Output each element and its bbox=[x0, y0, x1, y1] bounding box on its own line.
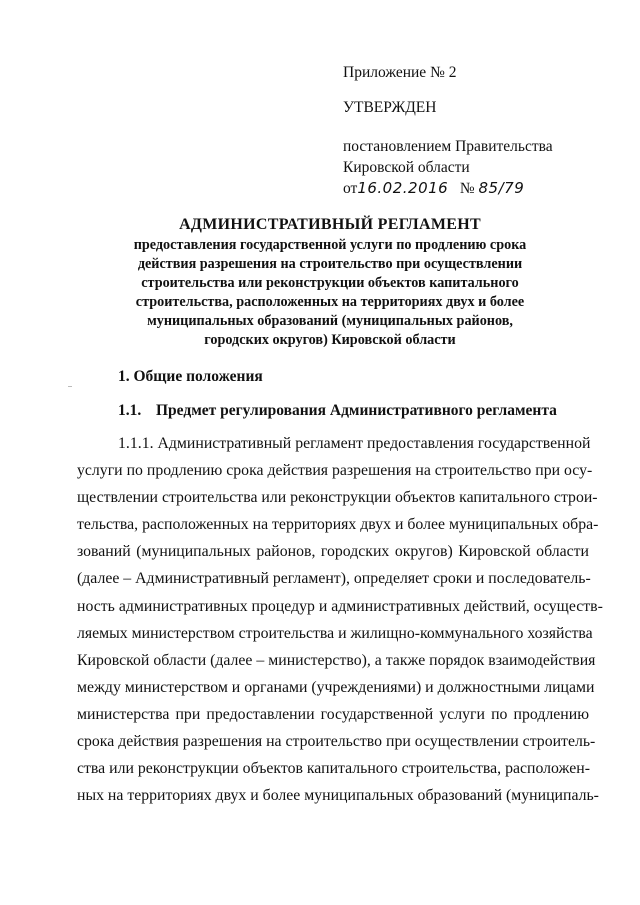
body-line: министерства при предоставлении государственной услуги по продлению bbox=[77, 705, 589, 723]
body-line: услуги по продлению срока действия разрешения на строительство при осу- bbox=[77, 462, 593, 480]
section-heading-1-1 bbox=[118, 402, 557, 420]
scan-mark bbox=[68, 386, 72, 387]
body-line: зований (муниципальных районов, городских округов) Кировской области bbox=[77, 543, 589, 561]
body-line: (далее – Административный регламент), определяет сроки и последователь- bbox=[77, 570, 591, 588]
title-line: муниципальных образований (муниципальных районов, bbox=[147, 313, 513, 329]
body-line: между министерством и органами (учреждениями) и должностными лицами bbox=[77, 678, 595, 696]
decree-line-1: постановлением Правительства bbox=[343, 138, 553, 155]
body-paragraph bbox=[77, 430, 603, 809]
decree-date-line bbox=[343, 178, 603, 199]
decree-line-2: Кировской области bbox=[343, 159, 470, 176]
title-line: действия разрешения на строительство при осуществлении bbox=[137, 256, 523, 272]
title-main: АДМИНИСТРАТИВНЫЙ РЕГЛАМЕНТ bbox=[179, 216, 481, 233]
section-title: Предмет регулирования Административного регламента bbox=[156, 402, 557, 419]
title-line: городских округов) Кировской области bbox=[204, 332, 456, 348]
body-line: ляемых министерством строительства и жилищно-коммунального хозяйства bbox=[77, 624, 593, 642]
body-line: срока действия разрешения на строительство при осуществлении строитель- bbox=[77, 733, 596, 751]
number-prefix: № bbox=[459, 180, 475, 197]
body-line: ществлении строительства или реконструкции объектов капитального строи- bbox=[77, 489, 598, 507]
date-prefix: от bbox=[343, 180, 358, 197]
appendix-number: Приложение № 2 bbox=[343, 64, 457, 81]
body-line: ства или реконструкции объектов капитального строительства, расположен- bbox=[77, 760, 590, 778]
body-line: Кировской области (далее – министерство), а также порядок взаимодействия bbox=[77, 651, 596, 669]
body-line: 1.1.1. Административный регламент предоставления государственной bbox=[118, 435, 591, 452]
document-title bbox=[100, 214, 560, 350]
appendix-block bbox=[343, 62, 603, 199]
approved-label: УТВЕРЖДЕН bbox=[343, 99, 437, 116]
title-line: строительства, расположенных на территориях двух и более bbox=[135, 294, 525, 310]
title-line: предоставления государственной услуги по продлению срока bbox=[133, 237, 527, 253]
body-line: ных на территориях двух и более муниципальных образований (муниципаль- bbox=[77, 787, 599, 805]
handwritten-date: 16.02.2016 bbox=[357, 179, 449, 197]
handwritten-number: 85/79 bbox=[478, 179, 525, 197]
title-line: строительства или реконструкции объектов капитального bbox=[141, 275, 519, 291]
body-line: ность административных процедур и административных действий, осуществ- bbox=[77, 597, 603, 615]
section-heading-1: 1. Общие положения bbox=[118, 368, 263, 385]
body-line: тельства, расположенных на территориях двух и более муниципальных обра- bbox=[77, 516, 599, 534]
section-number: 1.1. bbox=[118, 402, 142, 419]
